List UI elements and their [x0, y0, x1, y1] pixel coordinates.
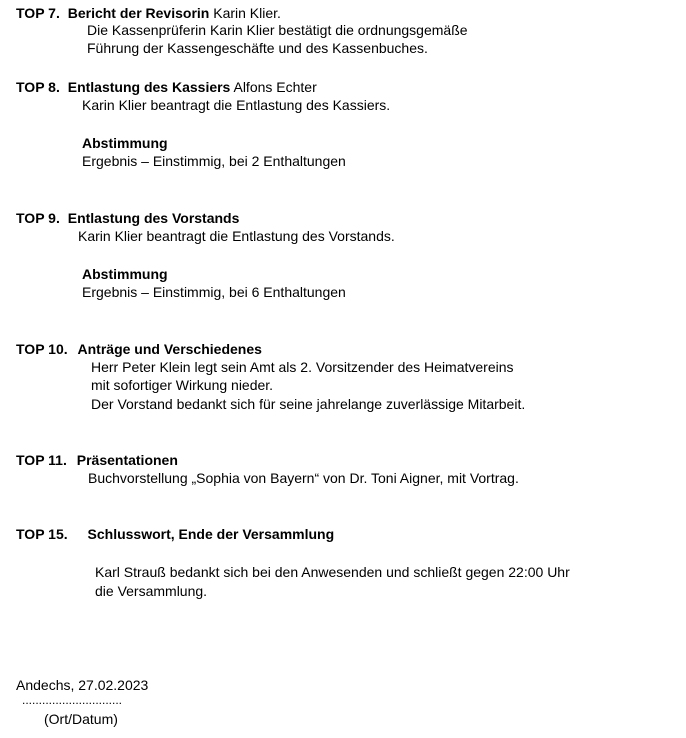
top9-vote-label: Abstimmung: [82, 266, 168, 282]
top9-vote-result: Ergebnis – Einstimmig, bei 6 Enthaltungen: [82, 284, 346, 300]
top15-heading-line: [16, 526, 334, 543]
place-date: Andechs, 27.02.2023: [16, 677, 149, 693]
top9-text-line: Karin Klier beantragt die Entlastung des Vorstands.: [78, 228, 395, 244]
top9-heading-line: [16, 210, 239, 227]
top10-number: TOP 10.: [16, 341, 68, 357]
top10-text-line-2: mit sofortiger Wirkung nieder.: [91, 377, 274, 393]
top7-text-line-1: Die Kassenprüferin Karin Klier bestätigt die ordnungsgemäße: [87, 22, 468, 38]
top7-heading: Bericht der Revisorin: [67, 5, 210, 21]
top9-number: TOP 9.: [16, 210, 60, 226]
top7-heading-suffix: Karin Klier.: [209, 5, 281, 21]
top11-number: TOP 11.: [16, 452, 67, 468]
top10-text-line-3: Der Vorstand bedankt sich für seine jahrelange zuverlässige Mitarbeit.: [91, 396, 526, 412]
top7-number: TOP 7.: [16, 5, 60, 21]
top8-number: TOP 8.: [16, 79, 60, 95]
top8-text-line: Karin Klier beantragt die Entlastung des Kassiers.: [82, 97, 391, 113]
top10-heading-line: [16, 341, 262, 358]
top8-vote-result: Ergebnis – Einstimmig, bei 2 Enthaltungen: [82, 153, 346, 169]
top15-heading: Schlusswort, Ende der Versammlung: [87, 526, 335, 542]
top10-text-line-1: Herr Peter Klein legt sein Amt als 2. Vorsitzender des Heimatvereins: [91, 359, 514, 375]
top11-text-line: Buchvorstellung „Sophia von Bayern“ von Dr. Toni Aigner, mit Vortrag.: [88, 470, 519, 486]
top11-heading: Präsentationen: [76, 452, 178, 468]
place-date-caption: (Ort/Datum): [44, 711, 118, 727]
top15-number: TOP 15.: [16, 526, 68, 542]
top8-heading-line: [16, 79, 317, 96]
top7-heading-line: [16, 5, 281, 22]
signature-dots: ..............................: [22, 693, 123, 707]
top8-heading-suffix: Alfons Echter: [230, 79, 317, 95]
top8-vote-label: Abstimmung: [82, 135, 168, 151]
top15-text-line-2: die Versammlung.: [95, 583, 208, 599]
top11-heading-line: [16, 452, 178, 469]
top7-text-line-2: Führung der Kassengeschäfte und des Kassenbuches.: [87, 40, 428, 56]
top10-heading: Anträge und Verschiedenes: [77, 341, 262, 357]
top9-heading: Entlastung des Vorstands: [67, 210, 240, 226]
top15-text-line-1: Karl Strauß bedankt sich bei den Anwesenden und schließt gegen 22:00 Uhr: [95, 564, 570, 580]
top8-heading: Entlastung des Kassiers: [67, 79, 231, 95]
